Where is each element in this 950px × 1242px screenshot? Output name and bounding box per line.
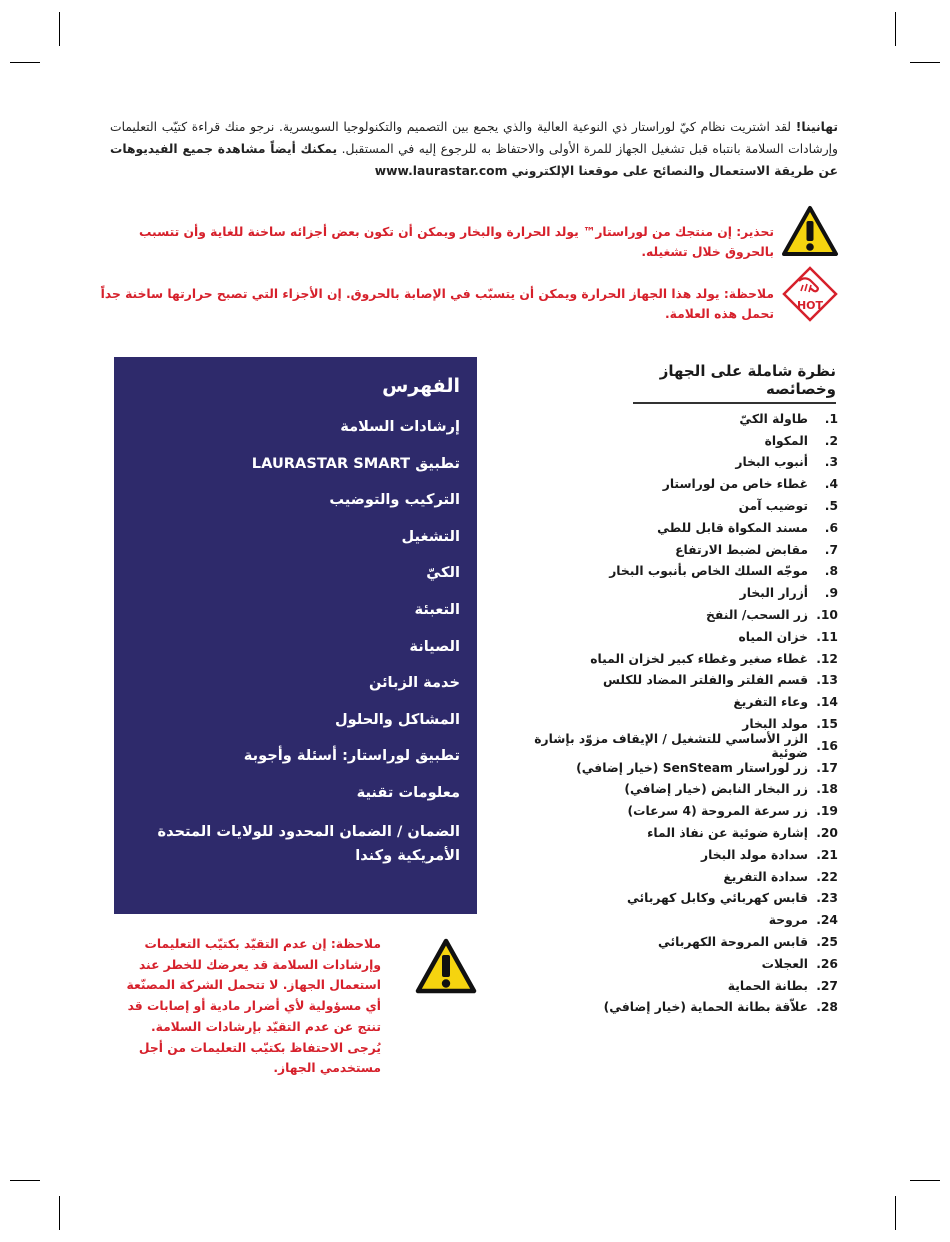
list-item-number: 27. <box>816 978 838 993</box>
list-item-number: 23. <box>816 891 838 906</box>
list-item-label: غطاء خاص من لوراستار <box>662 477 808 492</box>
crop-mark <box>895 1196 896 1230</box>
hot-note-text: ملاحظة: يولد هذا الجهاز الحرارة ويمكن أن يتسبّب في الإصابة بالحروق. إن الأجزاء التي تصبح حرارتها ساخنة جداً تحمل هذه العلامة. <box>100 287 774 321</box>
warning-triangle-icon <box>415 938 477 996</box>
list-item-number: 2. <box>824 433 838 448</box>
toc-item[interactable]: الصيانة <box>409 637 460 655</box>
list-item-label: العجلات <box>761 956 808 971</box>
list-item <box>518 888 838 910</box>
bottom-note-text: ملاحظة: إن عدم التقيّد بكتيّب التعليمات وإرشادات السلامة قد يعرضك للخطر عند استعمال الجهاز. لا تتحمل الشركة المصنّعة أي مسؤولية لأي أضرار مادية أو إصابات قد تنتج عن عدم التقيّد بإرشادات السلامة. يُرجى الاحتفاظ بكتيّب التعليمات من أجل مستخدمي الجهاز. <box>126 937 381 1076</box>
toc-items <box>131 417 460 868</box>
list-item-number: 22. <box>816 869 838 884</box>
list-item <box>518 561 838 583</box>
list-item-label: سدادة مولد البخار <box>701 847 808 862</box>
list-item-label: وعاء التفريغ <box>733 695 808 710</box>
list-item <box>518 430 838 452</box>
list-item <box>518 691 838 713</box>
toc-title: الفهرس <box>382 375 460 397</box>
toc-item[interactable]: إرشادات السلامة <box>340 418 460 435</box>
list-item-label: توضيب آمن <box>738 499 808 514</box>
toc-item[interactable]: التعبئة <box>414 600 460 618</box>
list-item-number: 15. <box>816 717 838 732</box>
toc-item[interactable]: معلومات تقنية <box>356 783 460 801</box>
list-item-label: موجّه السلك الخاص بأنبوب البخار <box>609 564 808 579</box>
list-item-number: 25. <box>816 935 838 950</box>
list-item-number: 5. <box>824 499 838 514</box>
list-item <box>518 822 838 844</box>
list-item-number: 9. <box>824 586 838 601</box>
list-item-number: 3. <box>824 455 838 470</box>
list-item <box>518 975 838 997</box>
list-item-label: زر البخار النابض (خيار إضافي) <box>624 782 808 797</box>
list-item-label: سدادة التفريغ <box>723 869 808 884</box>
list-item <box>518 844 838 866</box>
list-item-label: إشارة ضوئية عن نفاذ الماء <box>647 826 808 841</box>
overview-title: نظرة شاملة على الجهاز وخصائصه <box>633 362 836 404</box>
intro-bold-text: يمكنك أيضاً مشاهدة جميع الفيديوهات عن طريقة الاستعمال والنصائح على موقعنا الإلكتروني www.laurastar.com <box>110 142 838 178</box>
list-item <box>518 604 838 626</box>
list-item-number: 20. <box>816 826 838 841</box>
warning-triangle-icon <box>781 205 839 258</box>
list-item-number: 28. <box>816 1000 838 1015</box>
toc-item[interactable]: الكيّ <box>426 564 460 582</box>
list-item <box>518 953 838 975</box>
list-item-label: زر لوراستار SenSteam (خيار إضافي) <box>576 760 808 775</box>
list-item-label: غطاء صغير وغطاء كبير لخزان المياه <box>590 651 808 666</box>
hot-note-row <box>94 284 774 324</box>
toc-item[interactable]: المشاكل والحلول <box>334 710 460 728</box>
list-item <box>518 909 838 931</box>
intro-lead: تهانينا! <box>795 120 838 134</box>
list-item-number: 18. <box>816 782 838 797</box>
list-item-number: 13. <box>816 673 838 688</box>
list-item <box>518 779 838 801</box>
list-item-number: 4. <box>824 477 838 492</box>
list-item <box>518 731 838 760</box>
list-item-number: 10. <box>816 608 838 623</box>
toc-item[interactable]: التشغيل <box>401 527 460 545</box>
list-item-number: 14. <box>816 695 838 710</box>
list-item-number: 6. <box>824 520 838 535</box>
warning-row <box>94 222 774 262</box>
list-item <box>518 757 838 779</box>
list-item-label: مقابض لضبط الارتفاع <box>675 542 808 557</box>
warning-text: تحذير: إن منتجك من لوراستار™ يولد الحرارة والبخار ويمكن أن تكون بعض أجزائه ساخنة للغاية وأن تتسبب بالحروق خلال تشغيله. <box>139 225 774 259</box>
list-item-label: أنبوب البخار <box>735 455 808 470</box>
list-item-number: 24. <box>816 913 838 928</box>
list-item <box>518 539 838 561</box>
toc-item[interactable]: تطبيق LAURASTAR SMART <box>251 454 460 472</box>
parts-list <box>518 408 838 1018</box>
list-item-number: 17. <box>816 760 838 775</box>
list-item-label: قابس كهربائي وكابل كهربائي <box>627 891 808 906</box>
intro-text: لقد اشتريت نظام كيّ لوراستار ذي النوعية العالية والذي يجمع بين التصميم والتكنولوجيا السويسرية. نرجو منك قراءة كتيّب التعليمات وإرشادات السلامة بانتباه قبل تشغيل الجهاز للمرة الأولى والاحتفاظ به للرجوع إليه في المستقبل. <box>110 120 838 156</box>
intro-paragraph <box>110 116 838 182</box>
list-item <box>518 866 838 888</box>
list-item <box>518 670 838 692</box>
list-item-number: 8. <box>824 564 838 579</box>
hot-surface-icon <box>781 265 839 323</box>
list-item-number: 19. <box>816 804 838 819</box>
list-item <box>518 582 838 604</box>
list-item-label: قسم الفلتر والفلتر المضاد للكلس <box>602 673 808 688</box>
list-item-number: 21. <box>816 847 838 862</box>
list-item-number: 11. <box>816 629 838 644</box>
table-of-contents <box>114 357 477 914</box>
crop-mark <box>10 62 40 63</box>
list-item <box>518 626 838 648</box>
crop-mark <box>59 12 60 46</box>
list-item <box>518 997 838 1019</box>
list-item-label: مسند المكواة قابل للطي <box>657 520 808 535</box>
list-item-number: 16. <box>816 738 838 753</box>
crop-mark <box>10 1180 40 1181</box>
list-item <box>518 517 838 539</box>
list-item-label: بطانة الحماية <box>727 978 808 993</box>
list-item <box>518 452 838 474</box>
crop-mark <box>59 1196 60 1230</box>
toc-item[interactable]: الضمان / الضمان المحدود للولايات المتحدة الأمريكية وكندا <box>157 822 460 864</box>
list-item <box>518 495 838 517</box>
list-item-label: علاّقة بطانة الحماية (خيار إضافي) <box>603 1000 808 1015</box>
list-item-label: مولد البخار <box>742 717 808 732</box>
list-item-number: 1. <box>824 411 838 426</box>
list-item-label: زر سرعة المروحة (4 سرعات) <box>627 804 808 819</box>
list-item <box>518 800 838 822</box>
crop-mark <box>910 1180 940 1181</box>
list-item-label: زر السحب/ النفخ <box>705 608 808 623</box>
list-item <box>518 648 838 670</box>
list-item-label: قابس المروحة الكهربائي <box>658 935 808 950</box>
list-item-number: 26. <box>816 956 838 971</box>
toc-item[interactable]: تطبيق لوراستار: أسئلة وأجوبة <box>243 747 460 765</box>
toc-item[interactable]: خدمة الزبائن <box>368 674 460 692</box>
crop-mark <box>910 62 940 63</box>
list-item-label: الزر الأساسي للتشغيل / الإيقاف مزوّد بإشارة ضوئية <box>534 731 808 760</box>
list-item-label: المكواة <box>764 433 808 448</box>
hot-icon-label: HOT <box>796 299 824 312</box>
list-item-label: أزرار البخار <box>739 586 808 601</box>
list-item <box>518 931 838 953</box>
list-item <box>518 473 838 495</box>
list-item <box>518 408 838 430</box>
list-item-label: مروحة <box>768 913 808 928</box>
toc-item[interactable]: التركيب والتوضيب <box>329 491 460 509</box>
list-item-label: طاولة الكيّ <box>739 411 808 426</box>
crop-mark <box>895 12 896 46</box>
list-item-label: خزان المياه <box>738 629 808 644</box>
list-item-number: 7. <box>824 542 838 557</box>
list-item-number: 12. <box>816 651 838 666</box>
